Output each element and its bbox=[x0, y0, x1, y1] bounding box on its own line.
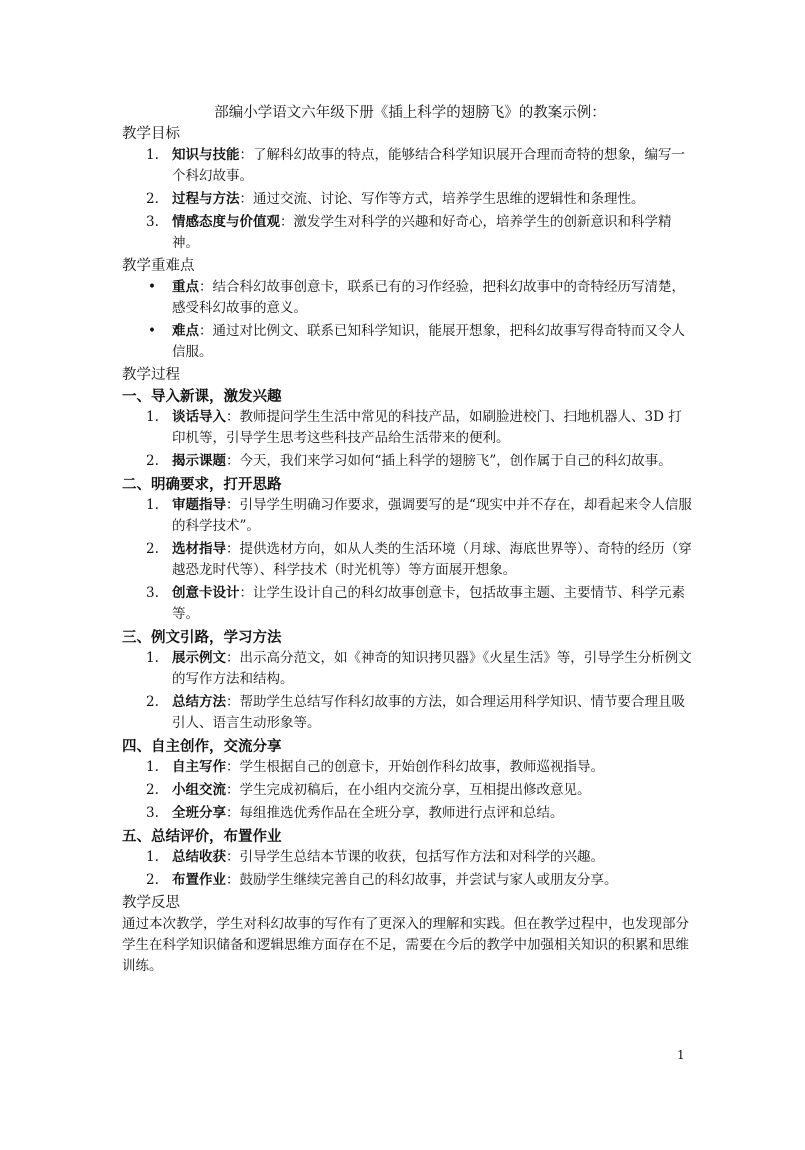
process-heading: 教学过程 bbox=[122, 367, 180, 383]
list-item: • 重点：结合科幻故事创意卡，联系已有的习作经验，把科幻故事中的奇特经历写清楚，感受科幻故事的意义。 bbox=[148, 279, 685, 316]
list-item: 2. 小组交流：学生完成初稿后，在小组内交流分享，互相提出修改意见。 bbox=[146, 782, 591, 798]
keypoints-heading: 教学重难点 bbox=[122, 258, 195, 274]
goals-heading: 教学目标 bbox=[122, 126, 180, 142]
section-title: 一、导入新课，激发兴趣 bbox=[122, 388, 282, 405]
list-item: 2. 总结方法：帮助学生总结写作科幻故事的方法，如合理运用科学知识、情节要合理且吸引人、语言生动形象等。 bbox=[146, 694, 685, 731]
document-title: 部编小学语文六年级下册《插上科学的翅膀飞》的教案示例： bbox=[214, 105, 606, 121]
bullet-icon: • bbox=[148, 279, 156, 295]
reflection-heading: 教学反思 bbox=[122, 895, 180, 911]
list-item: 1. 谈话导入：教师提问学生生活中常见的科技产品，如刷脸进校门、扫地机器人、3D 打印机等，引导学生思考这些科技产品给生活带来的便利。 bbox=[146, 409, 682, 446]
list-item: 3. 情感态度与价值观：激发学生对科学的兴趣和好奇心，培养学生的创新意识和科学精神。 bbox=[146, 214, 672, 251]
page-number: 1 bbox=[677, 1048, 685, 1062]
list-item: 1. 审题指导：引导学生明确习作要求，强调要写的是“现实中并不存在，却看起来令人信服的科学技术”。 bbox=[146, 497, 692, 534]
list-item: 1. 总结收获：引导学生总结本节课的收获，包括写作方法和对科学的兴趣。 bbox=[146, 849, 604, 865]
list-item: 2. 选材指导：提供选材方向，如从人类的生活环境（月球、海底世界等）、奇特的经历（穿越恐龙时代等）、科学技术（时光机等）等方面展开想象。 bbox=[146, 541, 692, 578]
list-item: 2. 布置作业：鼓励学生继续完善自己的科幻故事，并尝试与家人或朋友分享。 bbox=[146, 872, 618, 888]
section-title: 五、总结评价，布置作业 bbox=[122, 828, 282, 845]
list-item: 1. 知识与技能：了解科幻故事的特点，能够结合科学知识展开合理而奇特的想象，编写一个科幻故事。 bbox=[146, 147, 685, 184]
section-title: 二、明确要求，打开思路 bbox=[122, 476, 282, 493]
list-item: 3. 创意卡设计：让学生设计自己的科幻故事创意卡，包括故事主题、主要情节、科学元素等。 bbox=[146, 585, 685, 622]
reflection-text: 通过本次教学，学生对科幻故事的写作有了更深入的理解和实践。但在教学过程中，也发现部分学生在科学知识储备和逻辑思维方面存在不足，需要在今后的教学中加强相关知识的积累和思维训练。 bbox=[122, 916, 689, 974]
list-item: 3. 全班分享：每组推选优秀作品在全班分享，教师进行点评和总结。 bbox=[146, 805, 564, 821]
list-item: • 难点：通过对比例文、联系已知科学知识，能展开想象，把科幻故事写得奇特而又令人信服。 bbox=[148, 323, 685, 360]
list-item: 2. 揭示课题：今天，我们来学习如何“插上科学的翅膀飞”，创作属于自己的科幻故事。 bbox=[146, 453, 672, 469]
section-title: 四、自主创作，交流分享 bbox=[122, 738, 282, 755]
section-title: 三、例文引路，学习方法 bbox=[122, 629, 282, 646]
list-item: 1. 展示例文：出示高分范文，如《神奇的知识拷贝器》《火星生活》等，引导学生分析例文的写作方法和结构。 bbox=[146, 650, 692, 687]
document-page bbox=[122, 103, 692, 977]
bullet-icon: • bbox=[148, 323, 156, 339]
list-item: 1. 自主写作：学生根据自己的创意卡，开始创作科幻故事，教师巡视指导。 bbox=[146, 759, 604, 775]
list-item: 2. 过程与方法：通过交流、讨论、写作等方式，培养学生思维的逻辑性和条理性。 bbox=[146, 191, 645, 207]
